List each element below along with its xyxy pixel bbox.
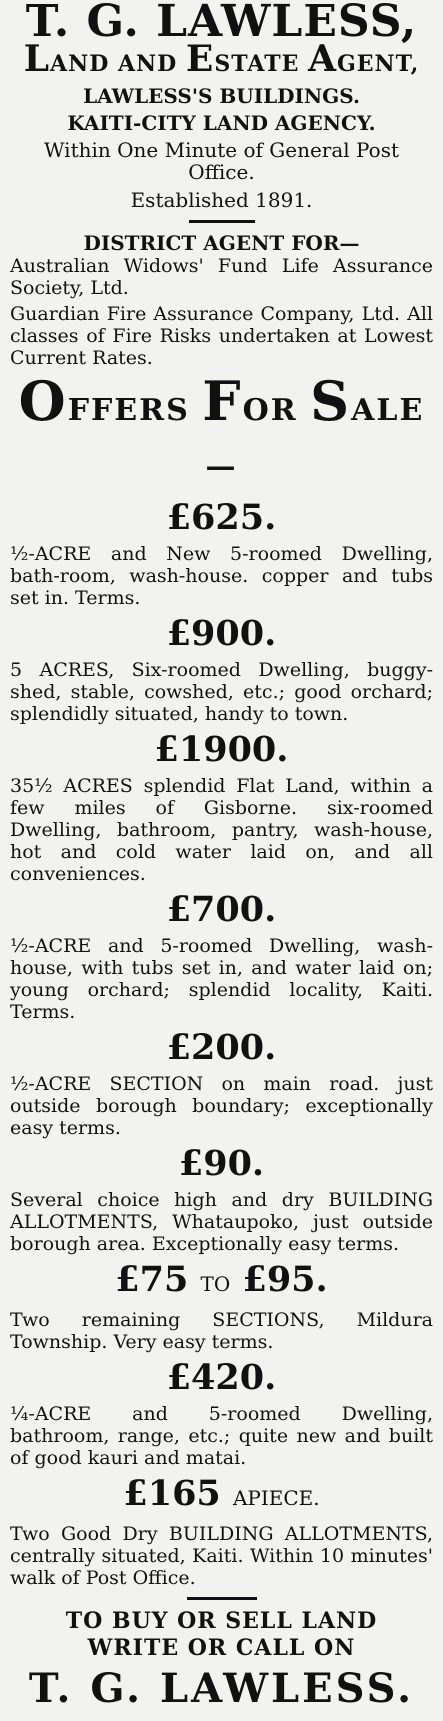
listing-price: £900. <box>166 613 277 654</box>
listing <box>10 1473 433 1589</box>
listing-text: ½-ACRE SECTION on main road. just outside borough boundary; exceptionally easy terms. <box>10 1073 433 1139</box>
listing-price: £75 TO £95. <box>115 1259 328 1300</box>
location-line: Within One Minute of General Post Office. <box>43 138 400 184</box>
listing-text: ¼-ACRE and 5-roomed Dwelling, bathroom, range, etc.; quite new and built of good kauri and matai. <box>10 1403 433 1469</box>
listing <box>10 1357 433 1469</box>
listing <box>10 1027 433 1139</box>
listing-text: 5 ACRES, Six-roomed Dwelling, buggy-shed, stable, cowshed, etc.; good orchard; splendidly situated, handy to town. <box>10 659 433 725</box>
listing-price: £700. <box>166 889 277 930</box>
district-heading: DISTRICT AGENT FOR— <box>83 231 360 255</box>
call-to-action: TO BUY OR SELL LAND WRITE OR CALL ON <box>65 1608 378 1661</box>
buildings-line: LAWLESS'S BUILDINGS. <box>83 84 360 108</box>
established-line: Established 1891. <box>130 188 313 212</box>
listing-text: ½-ACRE and New 5-roomed Dwelling, bath-room, wash-house. copper and tubs set in. Terms. <box>10 543 433 609</box>
listing-price: £625. <box>166 497 277 538</box>
listing-text: Two Good Dry BUILDING ALLOTMENTS, centrally situated, Kaiti. Within 10 minutes' walk of Post Office. <box>10 1523 433 1589</box>
listing-price: £200. <box>166 1027 277 1068</box>
listing <box>10 1143 433 1255</box>
listing <box>10 497 433 609</box>
listing-text: 35½ ACRES splendid Flat Land, within a few miles of Gisborne. six-roomed Dwelling, bathroom, pantry, wash-house, hot and cold water laid on, and all conveniences. <box>10 775 433 885</box>
agency-line: KAITI-CITY LAND AGENCY. <box>67 111 376 135</box>
listing-price: £1900. <box>154 729 289 770</box>
offers-for-sale-heading: OFFERS FOR SALE— <box>18 369 425 484</box>
divider <box>189 220 255 223</box>
listing-price: £420. <box>166 1357 277 1398</box>
listing <box>10 889 433 1023</box>
listing-price: £165 APIECE. <box>123 1473 320 1514</box>
listing <box>10 729 433 885</box>
district-line-2: Guardian Fire Assurance Company, Ltd. All classes of Fire Risks undertaken at Lowest Current Rates. <box>10 303 433 369</box>
advertiser-name: T. G. LAWLESS, <box>25 0 418 47</box>
listing-text: Several choice high and dry BUILDING ALLOTMENTS, Whataupoko, just outside borough area. Exceptionally easy terms. <box>10 1189 433 1255</box>
footer-advertiser-name: T. G. LAWLESS. <box>28 1665 415 1712</box>
listing <box>10 1259 433 1353</box>
trade-title: LAND AND ESTATE AGENT, <box>23 38 420 80</box>
listing-text: ½-ACRE and 5-roomed Dwelling, wash-house, with tubs set in, and water laid on; young orchard; splendid locality, Kaiti. Terms. <box>10 935 433 1023</box>
listing-price: £90. <box>178 1143 265 1184</box>
listing <box>10 613 433 725</box>
listing-text: Two remaining SECTIONS, Mildura Township. Very easy terms. <box>10 1309 433 1353</box>
divider <box>187 1597 257 1600</box>
district-line-1: Australian Widows' Fund Life Assurance Society, Ltd. <box>10 255 433 299</box>
